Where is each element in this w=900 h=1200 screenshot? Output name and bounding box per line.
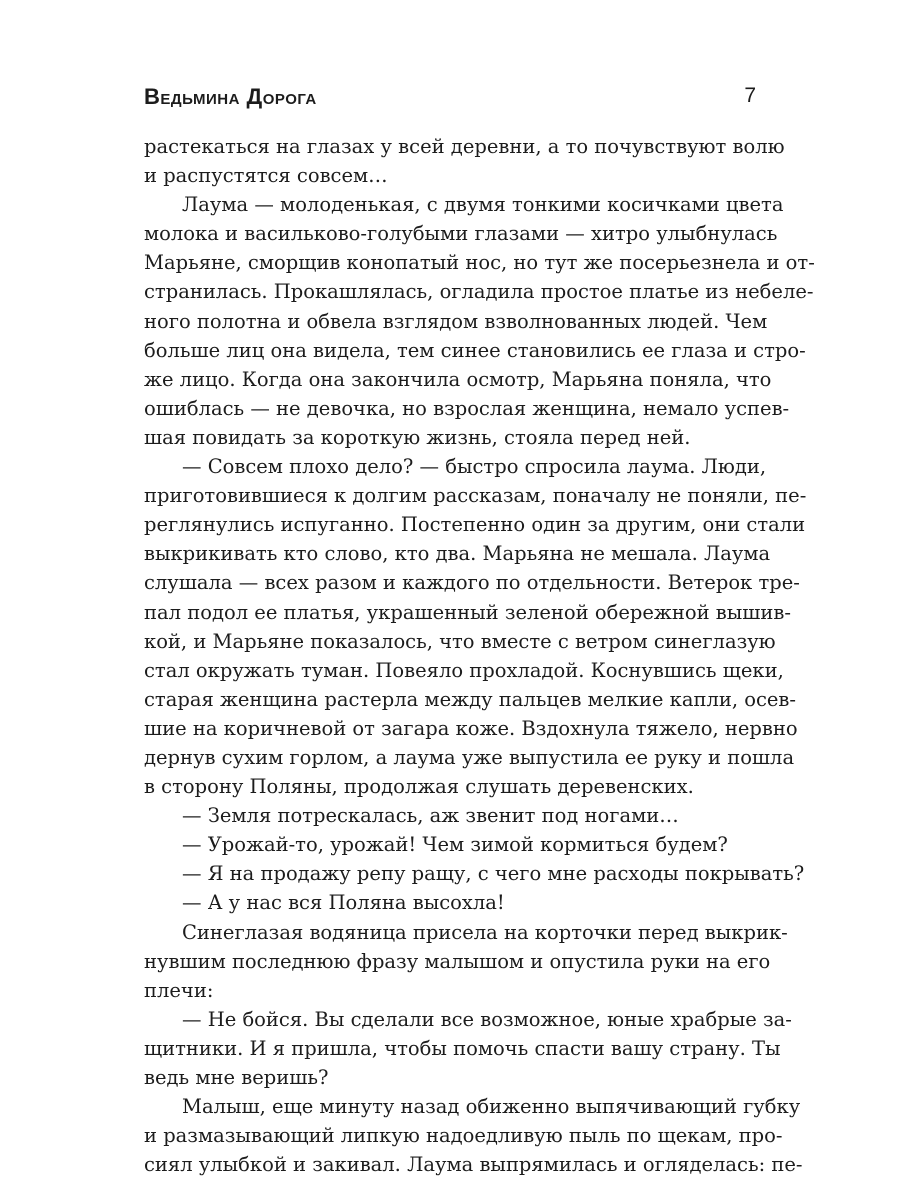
text-line: дернув сухим горлом, а лаума уже выпустила ее руку и пошла — [144, 745, 795, 769]
text-line: сиял улыбкой и закивал. Лаума выпрямилась и огляделась: пе- — [144, 1153, 803, 1177]
text-line: — Совсем плохо дело? — быстро спросила лаума. Люди, — [182, 455, 767, 479]
text-line: реглянулись испуганно. Постепенно один за другим, они стали — [144, 513, 806, 537]
text-line: же лицо. Когда она закончила осмотр, Марьяна поняла, что — [144, 367, 772, 391]
text-line: пал подол ее платья, украшенный зеленой обережной вышив- — [144, 600, 791, 624]
body-text — [144, 132, 815, 1179]
text-line: странилась. Прокашлялась, огладила простое платье из небеле- — [144, 280, 814, 304]
text-line: растекаться на глазах у всей деревни, а то почувствуют волю — [144, 135, 785, 158]
text-line: Малыш, еще минуту назад обиженно выпячивающий губку — [182, 1095, 801, 1119]
text-line: в сторону Поляны, продолжая слушать деревенских. — [144, 775, 694, 799]
running-header — [144, 84, 756, 114]
text-line: кой, и Марьяне показалось, что вместе с ветром синеглазую — [144, 629, 776, 653]
text-line: и распустятся совсем… — [144, 164, 388, 188]
text-line: слушала — всех разом и каждого по отдельности. Ветерок тре- — [144, 571, 800, 595]
text-line: Марьяне, сморщив конопатый нос, но тут же посерьезнела и от- — [144, 251, 815, 275]
text-line: ведь мне веришь? — [144, 1066, 329, 1089]
text-line: — Земля потрескалась, аж звенит под ногами… — [182, 804, 679, 828]
text-line: нувшим последнюю фразу малышом и опустила руки на его — [144, 949, 771, 973]
page-number: 7 — [744, 84, 756, 107]
text-line: щитники. И я пришла, чтобы помочь спасти вашу страну. Ты — [144, 1036, 781, 1060]
text-line: плечи: — [144, 978, 214, 1002]
text-line: шая повидать за короткую жизнь, стояла перед ней. — [144, 425, 691, 449]
text-line: ошиблась — не девочка, но взрослая женщина, немало успев- — [144, 396, 790, 420]
text-line: стал окружать туман. Повеяло прохладой. Коснувшись щеки, — [144, 658, 784, 682]
text-line: — Я на продажу репу ращу, с чего мне расходы покрывать? — [182, 862, 805, 886]
text-line: молока и васильково-голубыми глазами — хитро улыбнулась — [144, 222, 778, 246]
text-line: и размазывающий липкую надоедливую пыль по щекам, про- — [144, 1124, 783, 1148]
text-line: Синеглазая водяница присела на корточки перед выкрик- — [182, 920, 788, 944]
text-line: больше лиц она видела, тем синее становились ее глаза и стро- — [144, 338, 806, 362]
text-line: шие на коричневой от загара коже. Вздохнула тяжело, нервно — [144, 716, 798, 740]
text-line: приготовившиеся к долгим рассказам, поначалу не поняли, пе- — [144, 484, 807, 508]
text-line: выкрикивать кто слово, кто два. Марьяна не мешала. Лаума — [144, 542, 771, 566]
text-line: старая женщина растерла между пальцев мелкие капли, осев- — [144, 687, 797, 711]
text-line: Лаума — молоденькая, с двумя тонкими косичками цвета — [182, 193, 784, 217]
text-line: ного полотна и обвела взглядом взволнованных людей. Чем — [144, 309, 768, 333]
text-line: — А у нас вся Поляна высохла! — [182, 891, 505, 915]
book-title: Ведьмина Дорога — [144, 84, 317, 109]
text-line: — Урожай-то, урожай! Чем зимой кормиться будем? — [182, 833, 728, 857]
text-line: — Не бойся. Вы сделали все возможное, юные храбрые за- — [182, 1007, 792, 1031]
